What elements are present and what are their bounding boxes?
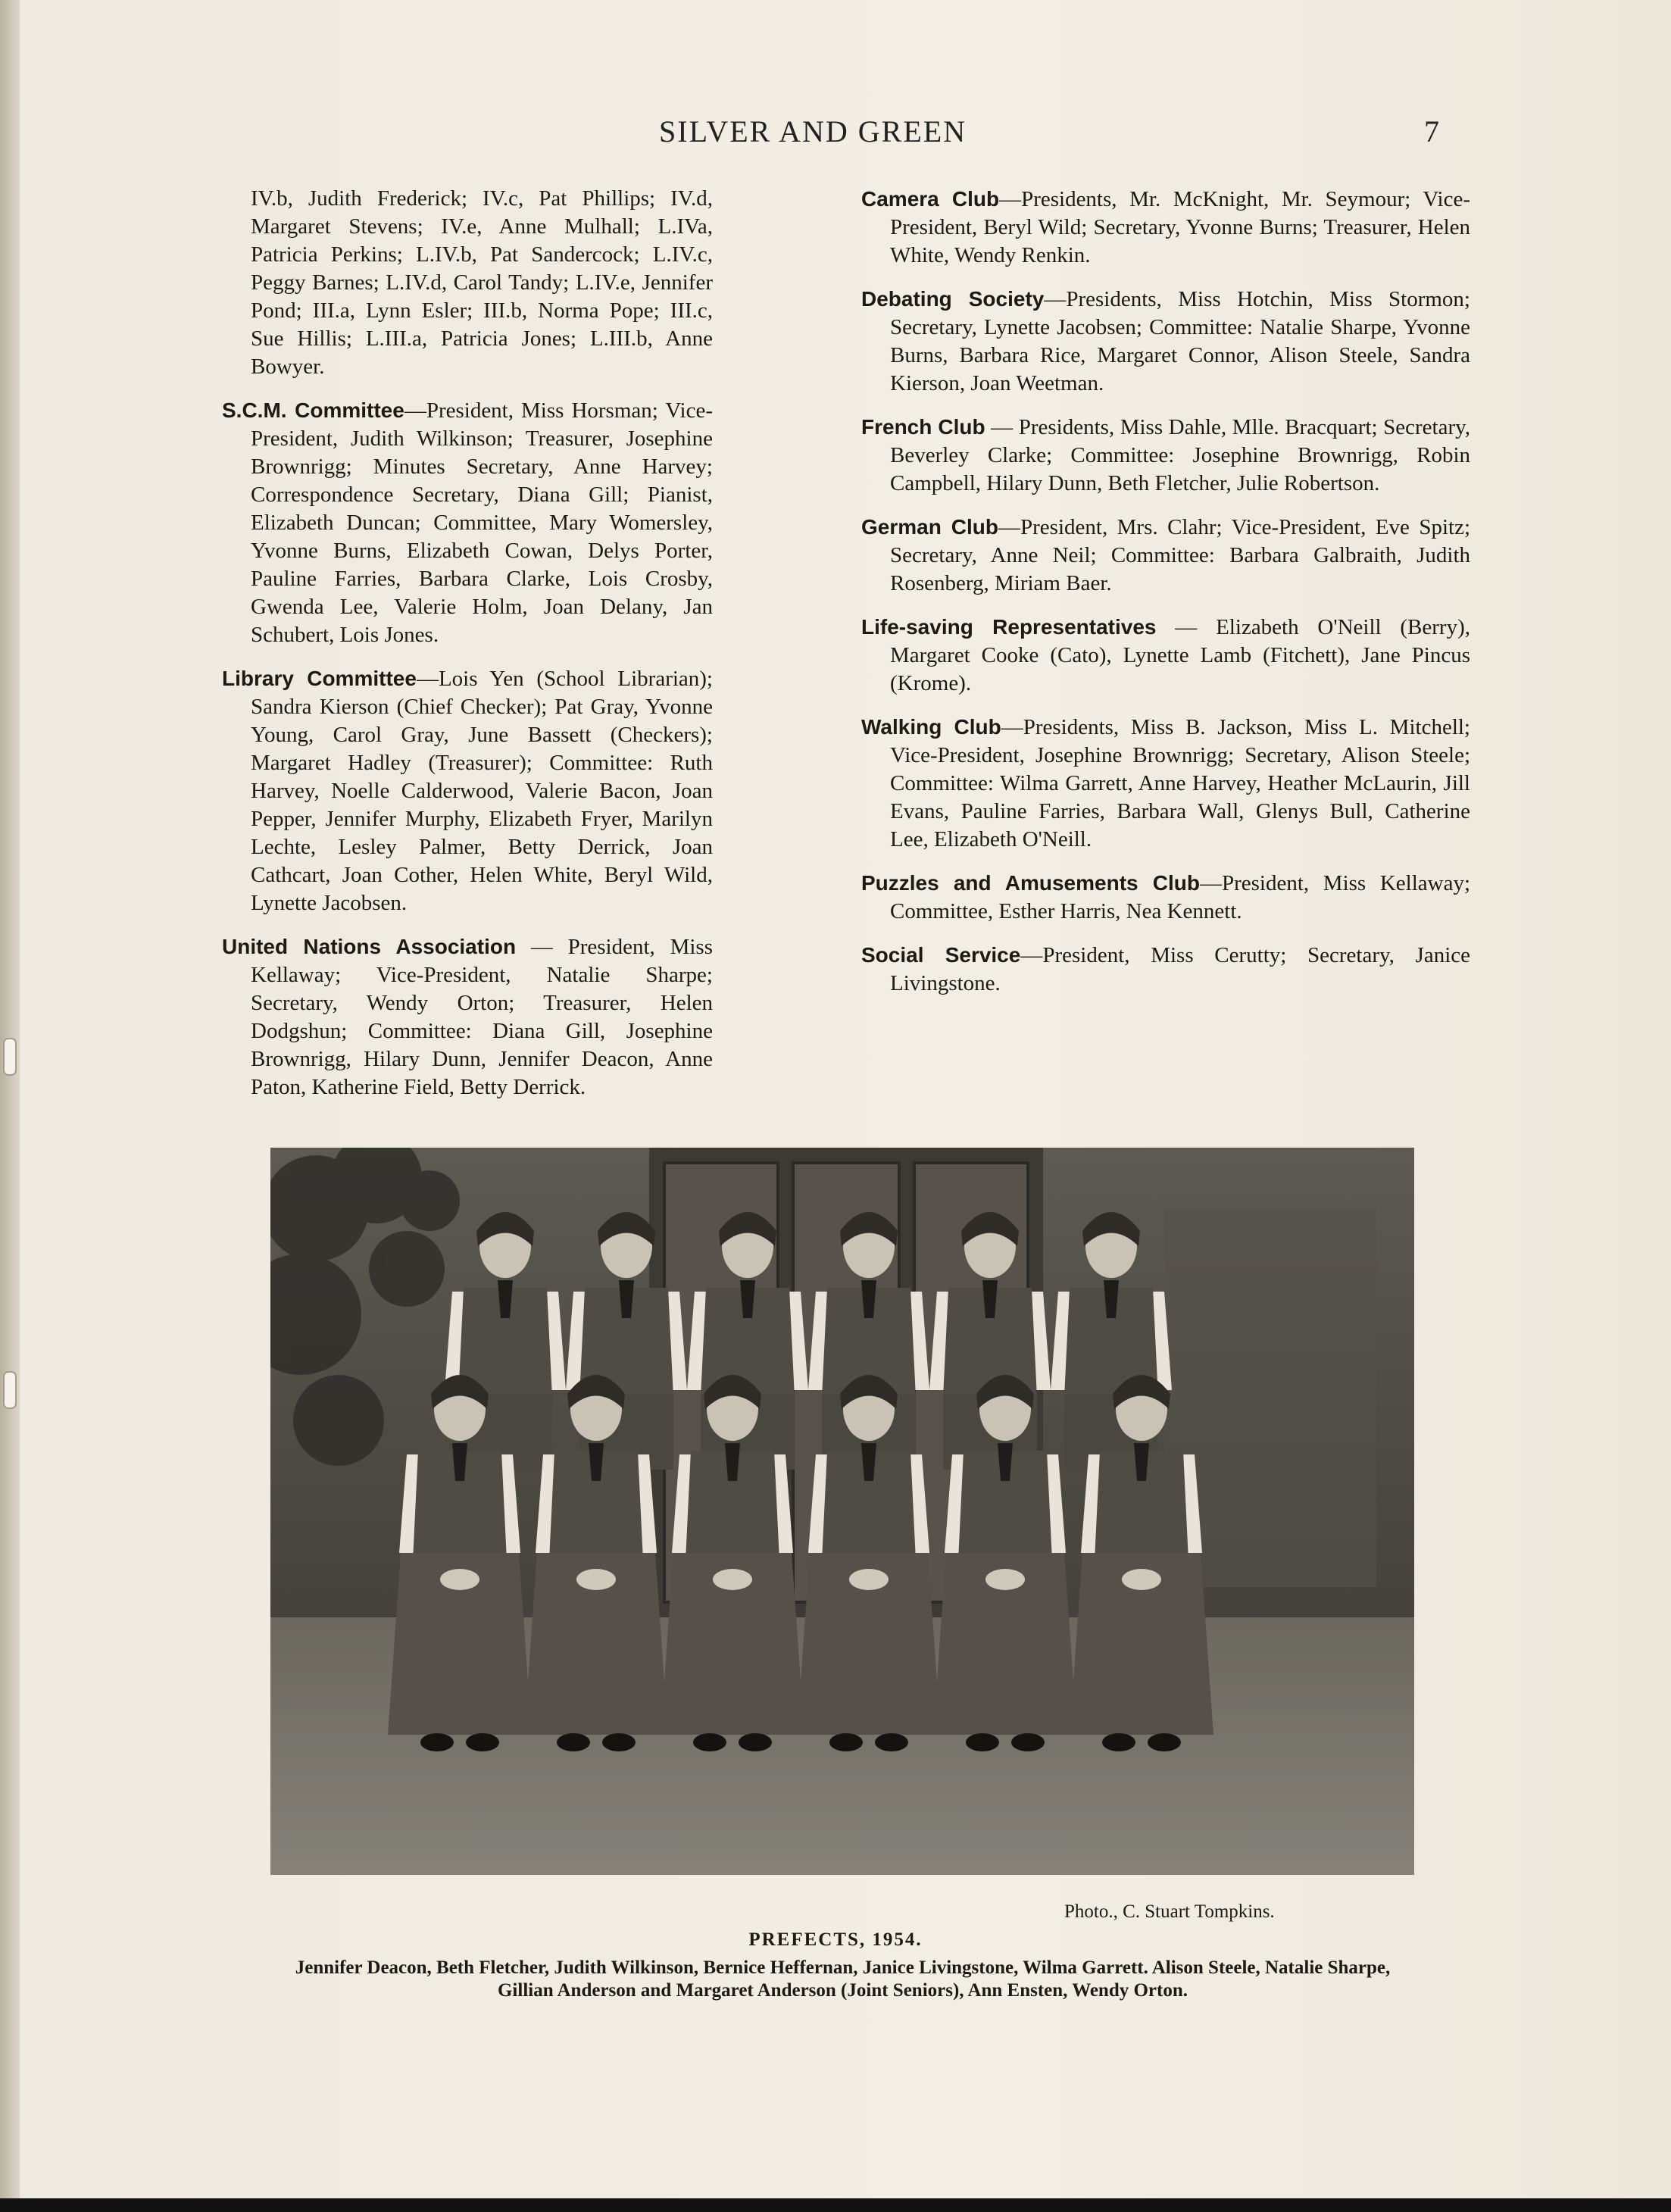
running-head: SILVER AND GREEN bbox=[659, 114, 967, 148]
group-photo bbox=[270, 1148, 1414, 1875]
paragraph-lead: French Club bbox=[861, 415, 985, 439]
staple bbox=[3, 1038, 17, 1076]
paragraph-library-committee bbox=[222, 664, 713, 917]
caption-names: Jennifer Deacon, Beth Fletcher, Judith Wilkinson, Bernice Heffernan, Janice Livingstone, Wilma Garrett. Alison Steele, Natalie Sharpe, Gillian Anderson and Margaret Anderson (Joint Seniors), Ann Ensten, Wendy Orton. bbox=[295, 1957, 1391, 2001]
paragraph-walking-club bbox=[861, 713, 1470, 854]
paragraph-text: —President, Miss Horsman; Vice-President, Judith Wilkinson; Treasurer, Josephine Brownrigg; Minutes Secretary, Anne Harvey; Correspondence Secretary, Diana Gill; Pianist, Elizabeth Duncan; Committee, Mary Womersley, Yvonne Burns, Elizabeth Cowan, Delys Porter, Pauline Farries, Barbara Clarke, Lois Crosby, Gwenda Lee, Valerie Holm, Joan Delany, Jan Schubert, Lois Jones. bbox=[251, 398, 713, 647]
paragraph-text: —Presidents, Mr. McKnight, Mr. Seymour; Vice-President, Beryl Wild; Secretary, Yvonne Burns; Treasurer, Helen White, Wendy Renkin. bbox=[890, 187, 1470, 267]
caption-title: PREFECTS, 1954. bbox=[748, 1929, 923, 1950]
paragraph-scm-committee bbox=[222, 396, 713, 649]
paragraph-form-captains bbox=[222, 185, 713, 381]
paragraph-lead: Camera Club bbox=[861, 187, 1000, 211]
binding-edge bbox=[0, 0, 20, 2212]
group-photo-image bbox=[270, 1148, 1414, 1875]
paragraph-lead: Puzzles and Amusements Club bbox=[861, 871, 1200, 895]
paragraph-text: —President, Miss Kellaway; Committee, Esther Harris, Nea Kennett. bbox=[890, 871, 1470, 923]
paragraph-text: — Presidents, Miss Dahle, Mlle. Bracquart; Secretary, Beverley Clarke; Committee: Josephine Brownrigg, Robin Campbell, Hilary Dunn, Beth Fletcher, Julie Robertson. bbox=[890, 415, 1470, 495]
bottom-edge bbox=[0, 2198, 1671, 2212]
paragraph-camera-club bbox=[861, 185, 1470, 270]
paragraph-text: — President, Miss Kellaway; Vice-President, Natalie Sharpe; Secretary, Wendy Orton; Treasurer, Helen Dodgshun; Committee: Diana Gill, Josephine Brownrigg, Hilary Dunn, Jennifer Deacon, Anne Paton, Katherine Field, Betty Derrick. bbox=[251, 935, 713, 1099]
paragraph-german-club bbox=[861, 513, 1470, 598]
paragraph-social-service bbox=[861, 941, 1470, 998]
paragraph-lead: Walking Club bbox=[861, 715, 1001, 739]
paragraph-text: —Lois Yen (School Librarian); Sandra Kierson (Chief Checker); Pat Gray, Yvonne Young, Carol Gray, June Bassett (Checkers); Margaret Hadley (Treasurer); Committee: Ruth Harvey, Noelle Calderwood, Valerie Bacon, Joan Pepper, Jennifer Murphy, Elizabeth Fryer, Marilyn Lechte, Lesley Palmer, Betty Derrick, Joan Cathcart, Joan Cother, Helen White, Beryl Wild, Lynette Jacobsen. bbox=[251, 667, 713, 915]
paragraph-text: IV.b, Judith Frederick; IV.c, Pat Phillips; IV.d, Margaret Stevens; IV.e, Anne Mulhall; L.IVa, Patricia Perkins; L.IV.b, Pat Sandercock; L.IV.c, Peggy Barnes; L.IV.d, Carol Tandy; L.IV.e, Jennifer Pond; III.a, Lynn Esler; III.b, Norma Pope; III.c, Sue Hillis; L.III.a, Patricia Jones; L.III.b, Anne Bowyer. bbox=[251, 186, 713, 379]
paragraph-lead: Life-saving Representatives bbox=[861, 615, 1157, 639]
paragraph-text: —Presidents, Miss Hotchin, Miss Stormon; Secretary, Lynette Jacobsen; Committee: Natalie Sharpe, Yvonne Burns, Barbara Rice, Margaret Connor, Alison Steele, Sandra Kierson, Joan Weetman. bbox=[890, 287, 1470, 395]
paragraph-text: —President, Mrs. Clahr; Vice-President, Eve Spitz; Secretary, Anne Neil; Committee: Barbara Galbraith, Judith Rosenberg, Miriam Baer. bbox=[890, 515, 1470, 595]
paragraph-united-nations bbox=[222, 933, 713, 1101]
paragraph-puzzles-club bbox=[861, 869, 1470, 926]
paragraph-text: —Presidents, Miss B. Jackson, Miss L. Mitchell; Vice-President, Josephine Brownrigg; Secretary, Alison Steele; Committee: Wilma Garrett, Anne Harvey, Heather McLaurin, Jill Evans, Pauline Farries, Barbara Wall, Glenys Bull, Catherine Lee, Elizabeth O'Neill. bbox=[890, 715, 1470, 851]
paragraph-french-club bbox=[861, 413, 1470, 498]
paragraph-lead: Social Service bbox=[861, 943, 1021, 967]
staple bbox=[3, 1371, 17, 1409]
paragraph-lead: German Club bbox=[861, 515, 999, 539]
paragraph-text: —President, Miss Cerutty; Secretary, Janice Livingstone. bbox=[890, 943, 1471, 995]
paragraph-lead: Debating Society bbox=[861, 287, 1045, 311]
left-column bbox=[222, 185, 713, 1117]
paragraph-lead: Library Committee bbox=[222, 667, 417, 690]
right-column bbox=[861, 185, 1470, 1013]
paragraph-text: — Elizabeth O'Neill (Berry), Margaret Cooke (Cato), Lynette Lamb (Fitchett), Jane Pincus (Krome). bbox=[890, 615, 1470, 695]
paragraph-lead: S.C.M. Committee bbox=[222, 398, 404, 422]
paragraph-debating-society bbox=[861, 285, 1470, 398]
photo-credit: Photo., C. Stuart Tompkins. bbox=[1064, 1901, 1275, 1922]
paragraph-life-saving bbox=[861, 613, 1470, 698]
page-number: 7 bbox=[1424, 114, 1439, 148]
paragraph-lead: United Nations Association bbox=[222, 935, 517, 958]
